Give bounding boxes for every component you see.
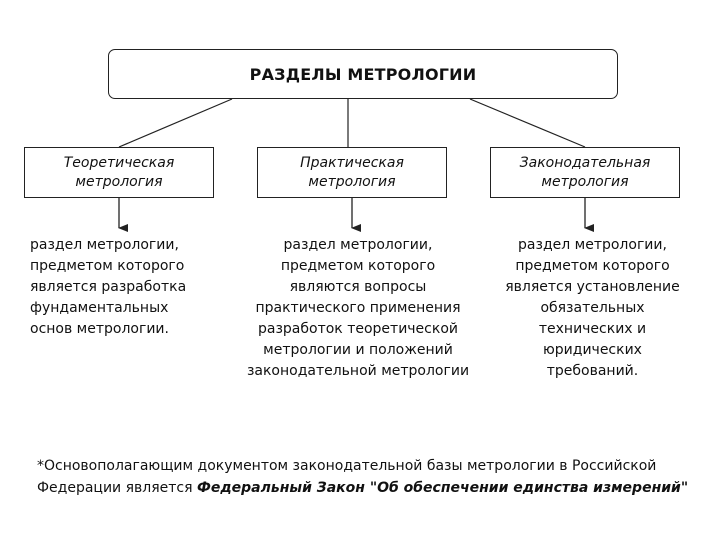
- description-line: юридических: [543, 342, 642, 358]
- branch-name-line: метрология: [541, 173, 629, 190]
- description-line: предметом которого: [280, 258, 436, 274]
- title-box: [108, 49, 618, 99]
- description-line: является разработка: [30, 279, 187, 295]
- description-practical: [238, 235, 478, 382]
- branch-name-line: Теоретическая: [63, 154, 175, 171]
- description-line: основ метрологии.: [30, 321, 169, 337]
- description-line: фундаментальных: [30, 300, 169, 316]
- description-line: технических и: [538, 321, 647, 337]
- branch-box-theoretical: [24, 147, 214, 198]
- branch-name-line: метрология: [308, 173, 396, 190]
- description-theoretical: [30, 235, 230, 340]
- description-line: раздел метрологии,: [283, 237, 433, 253]
- description-line: являются вопросы: [289, 279, 427, 295]
- description-line: раздел метрологии,: [30, 237, 179, 253]
- description-line: предметом которого: [30, 258, 185, 274]
- description-line: обязательных: [540, 300, 645, 316]
- description-line: метрологии и положений: [263, 342, 453, 358]
- branch-name-line: метрология: [75, 173, 163, 190]
- footnote-prefix: Федерации является: [37, 480, 197, 496]
- federal-law-name: Федеральный Закон "Об обеспечении единства измерений": [196, 480, 689, 496]
- description-line: требований.: [546, 363, 639, 379]
- footnote-line-1: *Основополагающим документом законодательной базы метрологии в Российской: [37, 458, 657, 474]
- footnote: [37, 455, 697, 499]
- description-line: является установление: [505, 279, 680, 295]
- description-line: раздел метрологии,: [518, 237, 667, 253]
- description-line: предметом которого: [515, 258, 670, 274]
- description-line: практического применения: [255, 300, 461, 316]
- diagram-title: РАЗДЕЛЫ МЕТРОЛОГИИ: [249, 64, 477, 84]
- connector-title-to-legal: [470, 99, 585, 147]
- footnote-line-2: [37, 477, 697, 499]
- branch-name-line: Законодательная: [519, 154, 651, 171]
- description-line: законодательной метрологии: [246, 363, 470, 379]
- branch-box-legal: [490, 147, 680, 198]
- branch-name-line: Практическая: [300, 154, 404, 171]
- description-legal: [490, 235, 695, 382]
- connector-title-to-theoretical: [119, 99, 232, 147]
- description-line: разработок теоретической: [258, 321, 458, 337]
- branch-box-practical: [257, 147, 447, 198]
